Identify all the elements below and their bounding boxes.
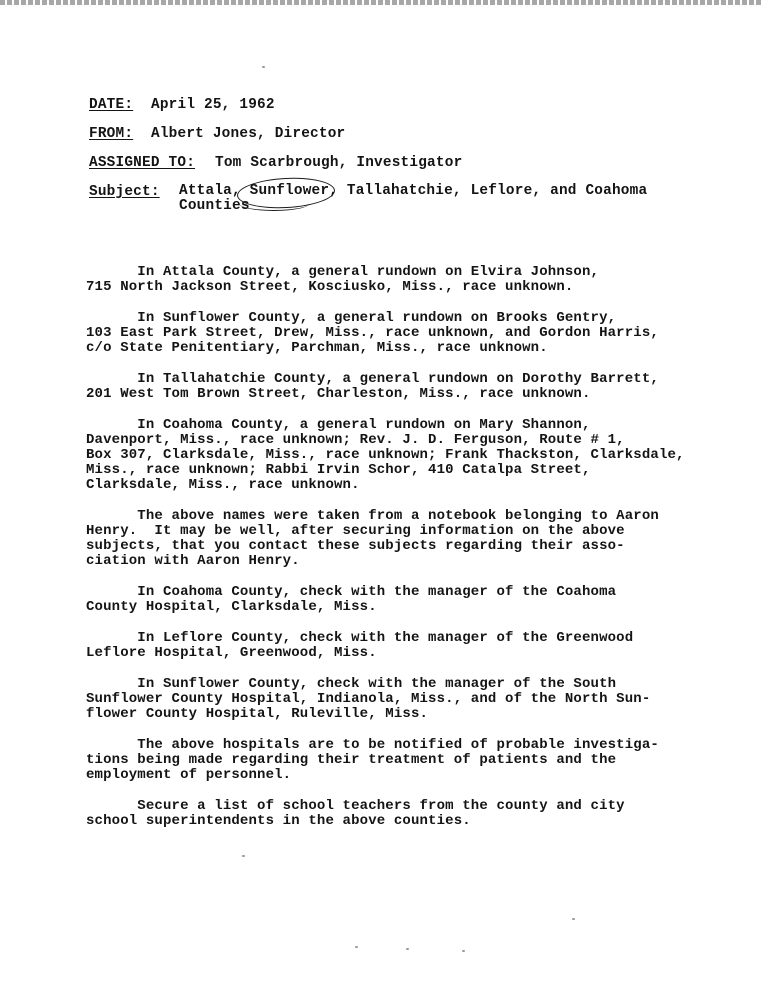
- paragraph: In Sunflower County, check with the manager of the South Sunflower County Hospital, Indianola, Miss., and of the North Sun- flower County Hospital, Ruleville, Miss.: [86, 676, 651, 722]
- paragraph: The above names were taken from a notebook belonging to Aaron Henry. It may be well, after securing information on the above subjects, that you contact these subjects regarding their asso- ciation with Aaron Henry.: [86, 508, 659, 569]
- scan-speck: [355, 946, 358, 948]
- subject-label: Subject:: [89, 184, 160, 200]
- scan-speck: [462, 950, 465, 952]
- paragraph: In Sunflower County, a general rundown on Brooks Gentry, 103 East Park Street, Drew, Miss., race unknown, and Gordon Harris, c/o State Penitentiary, Parchman, Miss., race unknown.: [86, 310, 659, 356]
- paragraph: In Leflore County, check with the manager of the Greenwood Leflore Hospital, Greenwood, Miss.: [86, 630, 634, 661]
- paragraph: In Coahoma County, check with the manager of the Coahoma County Hospital, Clarksdale, Miss.: [86, 584, 617, 615]
- paragraph: In Tallahatchie County, a general rundown on Dorothy Barrett, 201 West Tom Brown Street, Charleston, Miss., race unknown.: [86, 371, 659, 402]
- scan-speck: [262, 66, 265, 68]
- paragraph: In Coahoma County, a general rundown on Mary Shannon, Davenport, Miss., race unknown; Rev. J. D. Ferguson, Route # 1, Box 307, Clarksdale, Miss., race unknown; Frank Thackston, Clarksdale, Miss., race unknown; Rabbi Irvin Schor, 410 Catalpa Street, Clarksdale, Miss., race unknown.: [86, 417, 685, 493]
- scan-speck: [406, 948, 409, 950]
- assigned-row: [89, 155, 647, 184]
- scan-speck: [242, 855, 245, 857]
- from-row: [89, 126, 647, 155]
- assigned-label: ASSIGNED TO:: [89, 155, 196, 171]
- scan-speck: [572, 918, 575, 920]
- date-value: April 25, 1962: [151, 97, 275, 113]
- date-row: [89, 97, 647, 126]
- from-value: Albert Jones, Director: [151, 126, 346, 142]
- subject-value: Attala, Sunflower, Tallahatchie, Leflore, and Coahoma Counties: [179, 183, 648, 214]
- memo-body: [86, 265, 736, 845]
- paragraph: The above hospitals are to be notified of probable investiga- tions being made regarding their treatment of patients and the employment of personnel.: [86, 737, 659, 783]
- memo-header: [89, 97, 647, 213]
- subject-row: [89, 184, 647, 213]
- date-label: DATE:: [89, 97, 134, 113]
- paragraph: Secure a list of school teachers from the county and city school superintendents in the above counties.: [86, 798, 625, 829]
- scan-top-edge: [0, 0, 763, 5]
- assigned-value: Tom Scarbrough, Investigator: [215, 155, 463, 171]
- from-label: FROM:: [89, 126, 134, 142]
- handwritten-underline: [239, 196, 309, 211]
- paragraph: In Attala County, a general rundown on Elvira Johnson, 715 North Jackson Street, Kosciusko, Miss., race unknown.: [86, 264, 600, 295]
